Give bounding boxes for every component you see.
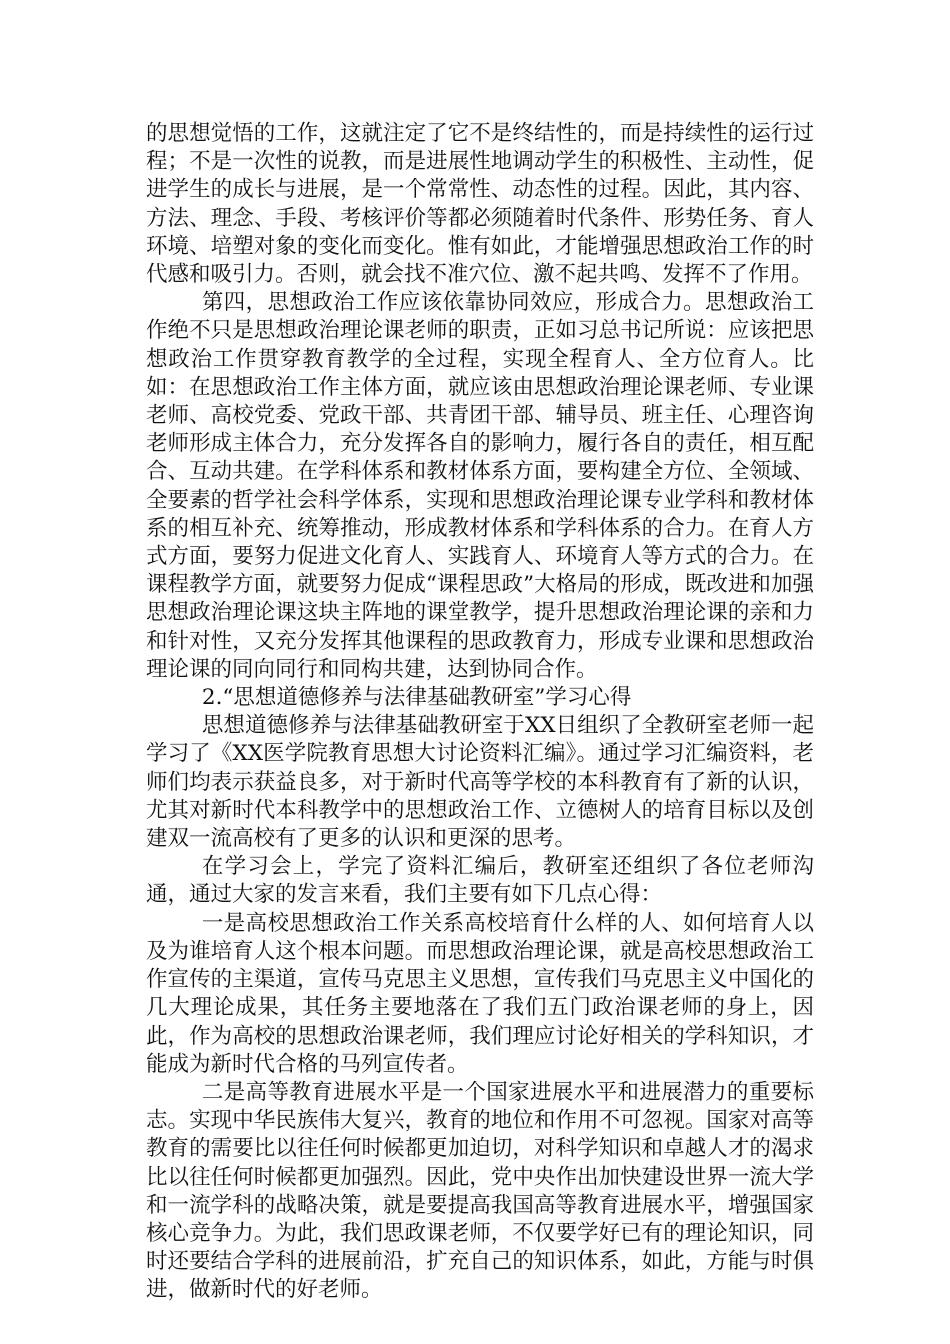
paragraph-point-two: 二是高等教育进展水平是一个国家进展水平和进展潜力的重要标志。实现中华民族伟大复兴，教育的地位和作用不可忽视。国家对高等教育的需要比以往任何时候都更加迫切，对科学知识和卓越人才的渴求比以往任何时候都更加强烈。因此，党中央作出加快建设世界一流大学和一流学科的战略决策，就是要提高我国高等教育进展水平，增强国家核心竞争力。为此，我们思政课老师，不仅要学好已有的理论知识，同时还要结合学科的进展前沿，扩充自己的知识体系，如此，方能与时俱进，做新时代的好老师。 — [146, 1079, 814, 1303]
document-page — [146, 120, 814, 1305]
paragraph-meeting: 在学习会上，学完了资料汇编后，教研室还组织了各位老师沟通，通过大家的发言来看，我们主要有如下几点心得： — [146, 854, 814, 908]
paragraph-fourth-point: 第四，思想政治工作应该依靠协同效应，形成合力。思想政治工作绝不只是思想政治理论课老师的职责，正如习总书记所说：应该把思想政治工作贯穿教育教学的全过程，实现全程育人、全方位育人。比如：在思想政治工作主体方面，就应该由思想政治理论课老师、专业课老师、高校党委、党政干部、共青团干部、辅导员、班主任、心理咨询老师形成主体合力，充分发挥各自的影响力，履行各自的责任，相互配合、互动共建。在学科体系和教材体系方面，要构建全方位、全领域、全要素的哲学社会科学体系，实现和思想政治理论课专业学科和教材体系的相互补充、统筹推动，形成教材体系和学科体系的合力。在育人方式方面，要努力促进文化育人、实践育人、环境育人等方式的合力。在课程教学方面，就要努力促成“课程思政”大格局的形成，既改进和加强思想政治理论课这块主阵地的课堂教学，提升思想政治理论课的亲和力和针对性，又充分发挥其他课程的思政教育力，形成专业课和思想政治理论课的同向同行和同构共建，达到协同合作。 — [146, 290, 814, 682]
section-heading: 2.“思想道德修养与法律基础教研室”学习心得 — [201, 685, 632, 711]
paragraph-point-one: 一是高校思想政治工作关系高校培育什么样的人、如何培育人以及为谁培育人这个根本问题。而思想政治理论课，就是高校思想政治工作宣传的主渠道，宣传马克思主义思想，宣传我们马克思主义中国化的几大理论成果，其任务主要地落在了我们五门政治课老师的身上，因此，作为高校的思想政治课老师，我们理应讨论好相关的学科知识，才能成为新时代合格的马列宣传者。 — [146, 910, 814, 1077]
paragraph-intro: 思想道德修养与法律基础教研室于XX日组织了全教研室老师一起学习了《XX医学院教育思想大讨论资料汇编》。通过学习汇编资料，老师们均表示获益良多，对于新时代高等学校的本科教育有了新的认识，尤其对新时代本科教学中的思想政治工作、立德树人的培育目标以及创建双一流高校有了更多的认识和更深的思考。 — [146, 713, 814, 852]
paragraph-continuation: 的思想觉悟的工作，这就注定了它不是终结性的，而是持续性的运行过程；不是一次性的说教，而是进展性地调动学生的积极性、主动性，促进学生的成长与进展，是一个常常性、动态性的过程。因此，其内容、方法、理念、手段、考核评价等都必须随着时代条件、形势任务、育人环境、培塑对象的变化而变化。惟有如此，才能增强思想政治工作的时代感和吸引力。否则，就会找不准穴位、激不起共鸣、发挥不了作用。 — [146, 121, 814, 288]
